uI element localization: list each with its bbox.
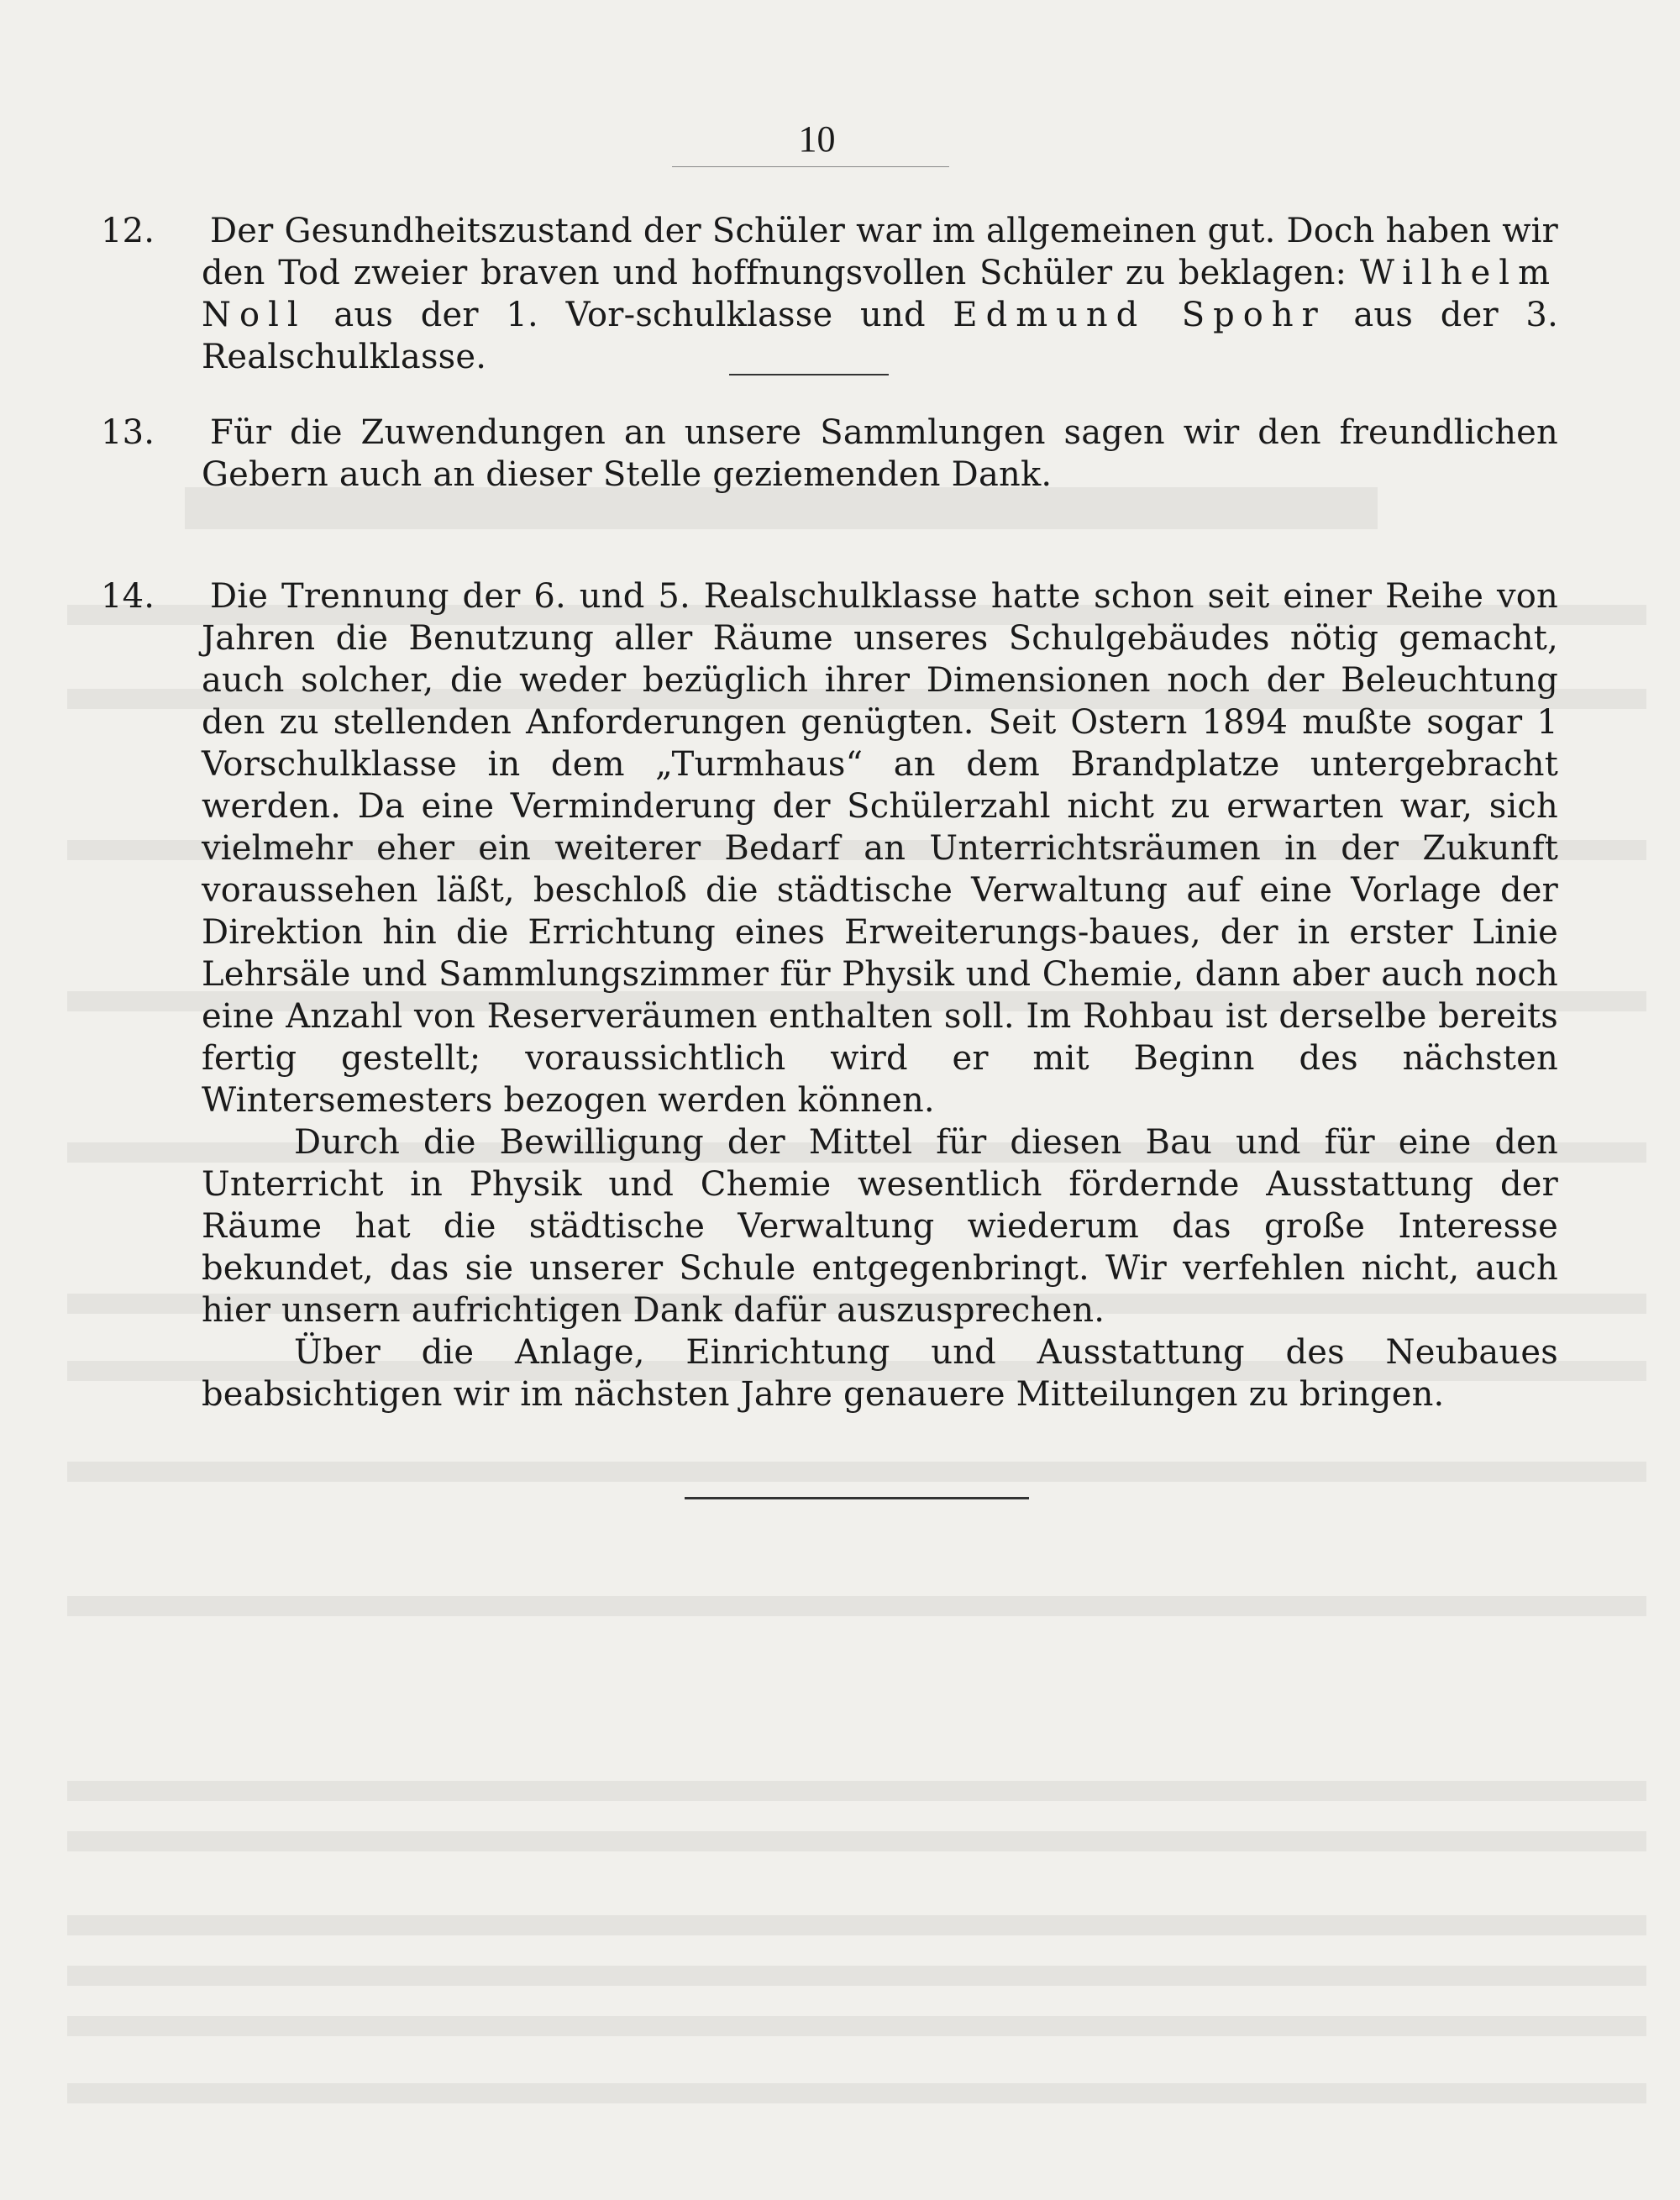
item-14-paragraph-3: Über die Anlage, Einrichtung und Ausstattung des Neubaues beabsichtigen wir im nächsten Jahre genauere Mitteilungen zu bringen. xyxy=(202,1333,1558,1414)
item-13-number: 13. xyxy=(101,413,155,452)
page-number: 10 xyxy=(798,118,836,160)
item-12-number: 12. xyxy=(101,212,155,250)
item-12-line-2b: aus der 1. Vor- xyxy=(306,296,636,334)
item-14-number: 14. xyxy=(101,577,155,616)
item-14-paragraph-2: Durch die Bewilligung der Mittel für diesen Bau und für eine den Unterricht in Physik und Chemie wesentlich fördernde Ausstattung der Räume hat die städtische Verwaltung wiederum das große Interesse bekundet, das sie unserer Schule entgegenbringt. Wir verfehlen nicht, auch hier unsern aufrichtigen Dank dafür auszusprechen. xyxy=(202,1123,1558,1330)
item-12-paragraph xyxy=(101,210,1558,378)
item-12-name-1: Wilhelm Noll xyxy=(202,254,1558,334)
item-12-line-1: Der Gesundheitszustand der Schüler war im allgemeinen gut. Doch haben wir den Tod xyxy=(202,212,1558,292)
divider-rule-1 xyxy=(729,374,889,375)
item-14 xyxy=(101,575,1558,1415)
item-13-paragraph xyxy=(101,412,1558,496)
item-12-line-3b: aus der 3. Realschulklasse. xyxy=(202,296,1558,376)
divider-rule-2 xyxy=(685,1497,1029,1499)
item-13-text: Für die Zuwendungen an unsere Sammlungen sagen wir den freundlichen Gebern auch an dieser Stelle geziemenden Dank. xyxy=(202,413,1558,494)
item-14-text: Die Trennung der 6. und 5. Realschulklasse hatte schon seit einer Reihe von Jahren die Benutzung aller Räume unseres Schulgebäudes nötig gemacht, auch solcher, die weder bezüglich ihrer Dimensionen noch der Beleuchtung den zu stellenden Anforderungen genügten. Seit Ostern 1894 mußte sogar 1 Vorschulklasse in dem „Turmhaus“ an dem Brandplatze untergebracht werden. Da eine Verminderung der Schülerzahl nicht zu erwarten war, sich vielmehr eher ein weiterer Bedarf an Unterrichtsräumen in der Zukunft voraussehen läßt, beschloß die städtische Verwaltung auf eine Vorlage der Direktion hin die Errichtung eines Erweiterungs-baues, der in erster Linie Lehrsäle und Sammlungszimmer für Physik und Chemie, dann aber auch noch eine Anzahl von Reserveräumen enthalten soll. Im Rohbau ist derselbe bereits fertig gestellt; voraussichtlich wird er mit Beginn des nächsten Wintersemesters bezogen werden können. xyxy=(202,577,1558,1120)
item-13 xyxy=(101,412,1558,496)
header-rule xyxy=(672,166,949,167)
item-12-name-2: Edmund Spohr xyxy=(953,296,1326,334)
item-14-paragraph-1 xyxy=(101,575,1558,1121)
item-12-line-3: schulklasse und xyxy=(635,296,953,334)
item-12-line-2: zweier braven und hoffnungsvollen Schüler zu beklagen: xyxy=(353,254,1360,292)
item-12 xyxy=(101,210,1558,378)
